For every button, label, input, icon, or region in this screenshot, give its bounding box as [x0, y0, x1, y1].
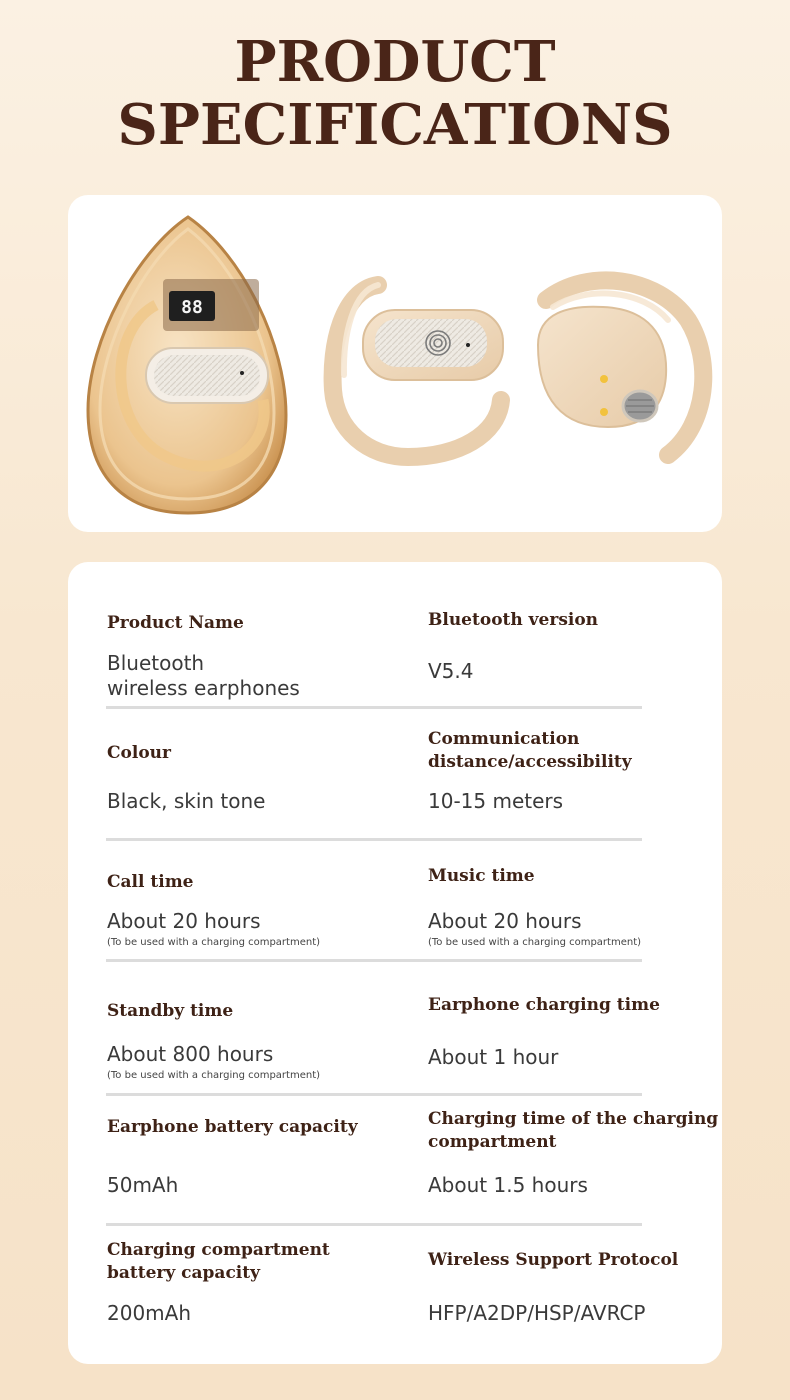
spec-label-call-time: Call time: [107, 872, 194, 892]
spec-value-product-name-line1: Bluetooth: [107, 651, 205, 675]
spec-note-call-time: (To be used with a charging compartment): [107, 937, 321, 948]
spec-value-standby-time: About 800 hours: [107, 1042, 274, 1066]
spec-label-case-charging-time-line2: compartment: [428, 1132, 557, 1152]
spec-label-case-charging-time-line1: Charging time of the charging: [428, 1109, 719, 1129]
spec-label-communication-distance-line1: Communication: [428, 729, 580, 749]
spec-label-communication-distance-line2: distance/accessibility: [428, 752, 632, 772]
spec-value-case-charging-time: About 1.5 hours: [428, 1173, 588, 1197]
spec-value-case-battery-capacity: 200mAh: [107, 1301, 192, 1325]
spec-value-product-name-line2: wireless earphones: [107, 676, 300, 700]
spec-label-product-name: Product Name: [107, 613, 244, 633]
spec-label-case-battery-capacity-line1: Charging compartment: [107, 1240, 330, 1260]
spec-value-music-time: About 20 hours: [428, 909, 582, 933]
spec-value-earphone-battery-capacity: 50mAh: [107, 1173, 179, 1197]
spec-divider: [106, 959, 642, 962]
spec-value-wireless-protocol: HFP/A2DP/HSP/AVRCP: [428, 1301, 646, 1325]
charging-case: [88, 217, 286, 513]
specifications-card: [68, 562, 722, 1364]
spec-divider: [106, 838, 642, 841]
spec-value-earphone-charging-time: About 1 hour: [428, 1045, 559, 1069]
spec-value-bluetooth-version: V5.4: [428, 659, 474, 683]
spec-value-communication-distance: 10-15 meters: [428, 789, 564, 813]
spec-label-standby-time: Standby time: [107, 1001, 234, 1021]
spec-label-earphone-battery-capacity: Earphone battery capacity: [107, 1117, 358, 1137]
product-illustration: [68, 195, 722, 532]
spec-label-wireless-protocol: Wireless Support Protocol: [428, 1250, 679, 1270]
spec-divider: [106, 706, 642, 709]
earbud-back: [538, 280, 703, 455]
spec-divider: [106, 1093, 642, 1096]
earbud-front: [333, 285, 503, 457]
case-battery-display: 88: [181, 297, 203, 318]
spec-value-call-time: About 20 hours: [107, 909, 261, 933]
spec-value-colour: Black, skin tone: [107, 789, 266, 813]
spec-label-earphone-charging-time: Earphone charging time: [428, 995, 660, 1015]
spec-label-colour: Colour: [107, 743, 171, 763]
spec-label-music-time: Music time: [428, 866, 535, 886]
spec-label-case-battery-capacity-line2: battery capacity: [107, 1263, 260, 1283]
product-image-card: [68, 195, 722, 532]
page-title-line-1: PRODUCT: [234, 29, 556, 95]
spec-note-music-time: (To be used with a charging compartment): [428, 937, 642, 948]
spec-note-standby-time: (To be used with a charging compartment): [107, 1070, 321, 1081]
spec-divider: [106, 1223, 642, 1226]
page-title-line-2: SPECIFICATIONS: [117, 92, 673, 158]
spec-label-bluetooth-version: Bluetooth version: [428, 610, 599, 630]
